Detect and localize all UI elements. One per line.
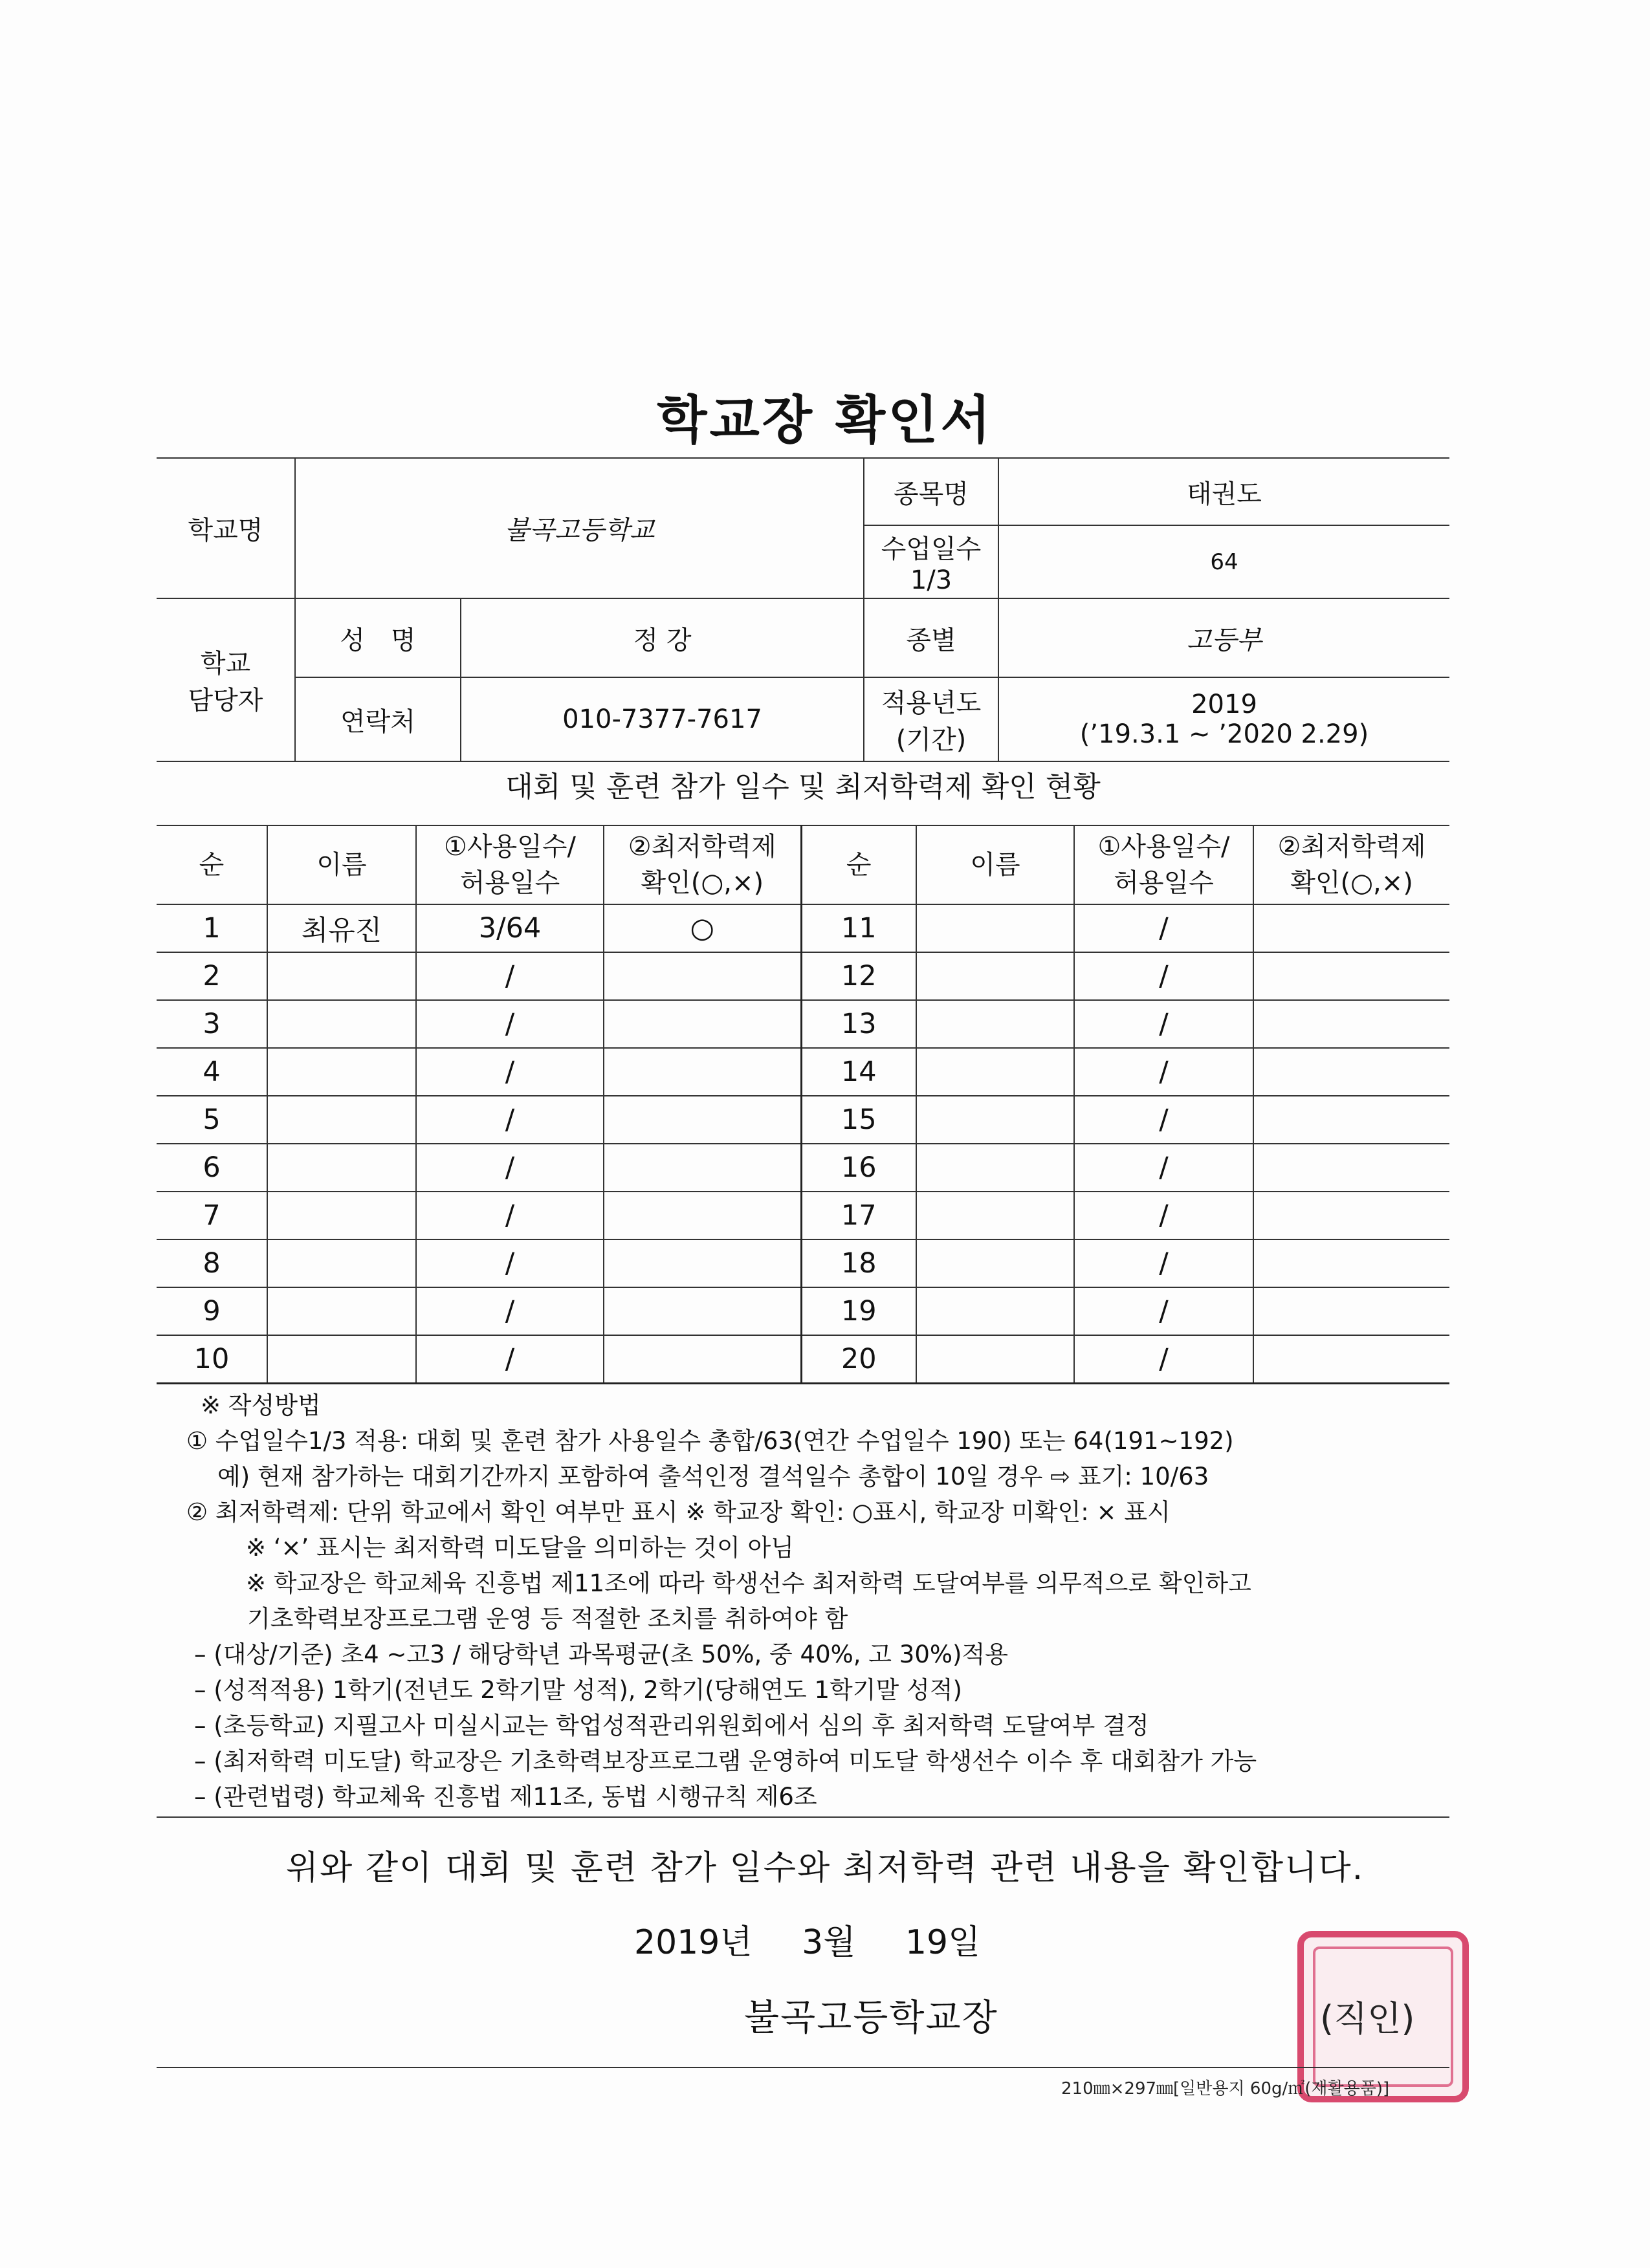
header-days: [416, 825, 604, 904]
apply-year-value-line1: 2019: [1191, 690, 1257, 719]
header-days-line1: ①사용일수/: [444, 832, 576, 862]
header-name: 이름: [267, 825, 416, 904]
table-row: [157, 1192, 1449, 1239]
row-no: 5: [157, 1096, 267, 1144]
apply-year-label: [864, 677, 998, 761]
row-check: ○: [604, 904, 801, 952]
row-check: [1253, 1096, 1449, 1144]
manager-label-line1: 학교: [200, 649, 251, 679]
confirmation-statement: 위와 같이 대회 및 훈련 참가 일수와 최저학력 관련 내용을 확인합니다.: [285, 1849, 1365, 1888]
instruction-line: ※ ‘×’ 표시는 최저학력 미도달을 의미하는 것이 아님: [246, 1534, 794, 1562]
row-no: 12: [801, 952, 916, 1000]
roster-table: [157, 825, 1449, 1384]
manager-label-line2: 담당자: [188, 686, 263, 715]
row-days: /: [1074, 952, 1253, 1000]
row-days: /: [1074, 1192, 1253, 1239]
instruction-line: ※ 학교장은 학교체육 진흥법 제11조에 따라 학생선수 최저학력 도달여부를 의무적으로 확인하고: [246, 1569, 1251, 1597]
row-name: [916, 1144, 1074, 1192]
instruction-line: 예) 현재 참가하는 대회기간까지 포함하여 출석인정 결석일수 총합이 10일 경우 ⇨ 표기: 10/63: [217, 1463, 1209, 1490]
row-name: [267, 952, 416, 1000]
header-days-line1: ①사용일수/: [1097, 832, 1230, 862]
date-year: 2019년: [634, 1923, 753, 1962]
sport-value: 태권도: [998, 458, 1449, 525]
instruction-line: ② 최저학력제: 단위 학교에서 확인 여부만 표시 ※ 학교장 확인: ○표시, 학교장 미확인: × 표시: [186, 1498, 1171, 1526]
row-name: [916, 1096, 1074, 1144]
row-name: [267, 1287, 416, 1335]
header-check-line2: 확인(○,×): [641, 868, 764, 898]
table-row: [157, 952, 1449, 1000]
row-days: /: [416, 952, 604, 1000]
row-no: 13: [801, 1000, 916, 1048]
row-no: 10: [157, 1335, 267, 1384]
contact-label: 연락처: [295, 677, 461, 761]
row-no: 2: [157, 952, 267, 1000]
row-name: [267, 1239, 416, 1287]
row-days: /: [1074, 1287, 1253, 1335]
table-row: [157, 1048, 1449, 1096]
row-no: 20: [801, 1335, 916, 1384]
instruction-line: – (최저학력 미도달) 학교장은 기초학력보장프로그램 운영하여 미도달 학생선수 이수 후 대회참가 가능: [194, 1747, 1257, 1775]
divider: [157, 1816, 1449, 1818]
row-name: [916, 1000, 1074, 1048]
row-no: 3: [157, 1000, 267, 1048]
row-days: /: [416, 1335, 604, 1384]
manager-label: [157, 598, 295, 761]
row-days: /: [1074, 1000, 1253, 1048]
row-days: /: [1074, 1335, 1253, 1384]
header-check-line2: 확인(○,×): [1290, 868, 1413, 898]
row-days: /: [416, 1287, 604, 1335]
row-no: 19: [801, 1287, 916, 1335]
row-no: 18: [801, 1239, 916, 1287]
seal-label: (직인): [1320, 1998, 1415, 2039]
row-check: [604, 1144, 801, 1192]
signer-name: 불곡고등학교장: [744, 1997, 998, 2039]
header-name: 이름: [916, 825, 1074, 904]
row-name: [267, 1144, 416, 1192]
roster-title: 대회 및 훈련 참가 일수 및 최저학력제 확인 현황: [505, 770, 1101, 803]
row-days: /: [1074, 1096, 1253, 1144]
instruction-line: – (초등학교) 지필고사 미실시교는 학업성적관리위원회에서 심의 후 최저학력 도달여부 결정: [194, 1712, 1149, 1739]
row-name: [916, 904, 1074, 952]
row-name: [916, 1335, 1074, 1384]
category-value: 고등부: [998, 598, 1449, 677]
instructions-heading: ※ 작성방법: [201, 1391, 321, 1419]
row-days: /: [416, 1000, 604, 1048]
apply-year-label-line2: (기간): [896, 725, 967, 755]
row-check: [1253, 1239, 1449, 1287]
row-name: [267, 1096, 416, 1144]
contact-value: 010-7377-7617: [461, 677, 864, 761]
row-no: 17: [801, 1192, 916, 1239]
row-check: [1253, 1000, 1449, 1048]
row-days: /: [1074, 904, 1253, 952]
row-days: /: [1074, 1239, 1253, 1287]
class-days-label-line2: 1/3: [910, 565, 952, 595]
header-days-line2: 허용일수: [1114, 868, 1214, 898]
school-info-table: [157, 457, 1449, 762]
header-no: 순: [157, 825, 267, 904]
row-check: [604, 1335, 801, 1384]
manager-name-label: 성 명: [295, 598, 461, 677]
row-name: [916, 1239, 1074, 1287]
header-no: 순: [801, 825, 916, 904]
row-no: 7: [157, 1192, 267, 1239]
row-no: 9: [157, 1287, 267, 1335]
header-check: [604, 825, 801, 904]
row-name: [267, 1000, 416, 1048]
instruction-line: ① 수업일수1/3 적용: 대회 및 훈련 참가 사용일수 총합/63(연간 수업일수 190) 또는 64(191~192): [186, 1427, 1234, 1455]
issue-date: [634, 1915, 1019, 1963]
header-check-line1: ②최저학력제: [1277, 832, 1426, 862]
row-days: /: [1074, 1048, 1253, 1096]
header-days: [1074, 825, 1253, 904]
table-row: [157, 1144, 1449, 1192]
row-name: [267, 1192, 416, 1239]
row-check: [604, 952, 801, 1000]
row-no: 6: [157, 1144, 267, 1192]
row-check: [1253, 1287, 1449, 1335]
date-month: 3월: [802, 1923, 856, 1962]
category-label: 종별: [864, 598, 998, 677]
manager-name-value: 정 강: [461, 598, 864, 677]
instructions: [186, 1388, 1462, 1815]
class-days-label: [864, 525, 998, 598]
table-row: [157, 1287, 1449, 1335]
table-row: [157, 1096, 1449, 1144]
row-no: 15: [801, 1096, 916, 1144]
header-days-line2: 허용일수: [459, 868, 560, 898]
row-name: [916, 952, 1074, 1000]
document-title: 학교장 확인서: [657, 390, 993, 450]
header-check: [1253, 825, 1449, 904]
row-check: [604, 1000, 801, 1048]
divider: [157, 2067, 1449, 2068]
instruction-line: – (대상/기준) 초4 ~고3 / 해당학년 과목평균(초 50%, 중 40%, 고 30%)적용: [194, 1641, 1008, 1668]
row-check: [1253, 1192, 1449, 1239]
row-days: /: [416, 1144, 604, 1192]
row-check: [604, 1048, 801, 1096]
row-check: [1253, 1048, 1449, 1096]
table-row: [157, 1239, 1449, 1287]
row-no: 16: [801, 1144, 916, 1192]
table-row: [157, 904, 1449, 952]
apply-year-value: [998, 677, 1449, 761]
apply-year-value-line2: (’19.3.1 ~ ’2020 2.29): [1079, 719, 1369, 749]
instruction-line: 기초학력보장프로그램 운영 등 적절한 조치를 취하여야 함: [247, 1605, 848, 1633]
table-row: [157, 1335, 1449, 1384]
row-no: 1: [157, 904, 267, 952]
row-check: [604, 1239, 801, 1287]
row-check: [1253, 1144, 1449, 1192]
row-check: [604, 1192, 801, 1239]
row-days: /: [1074, 1144, 1253, 1192]
row-name: [267, 1335, 416, 1384]
table-row: [157, 1000, 1449, 1048]
row-days: 3/64: [416, 904, 604, 952]
row-no: 4: [157, 1048, 267, 1096]
row-check: [1253, 1335, 1449, 1384]
school-name-label: 학교명: [157, 458, 295, 598]
date-day: 19일: [905, 1923, 981, 1962]
school-name-value: 불곡고등학교: [295, 458, 864, 598]
row-check: [1253, 904, 1449, 952]
row-days: /: [416, 1096, 604, 1144]
instruction-line: – (관련법령) 학교체육 진흥법 제11조, 동법 시행규칙 제6조: [194, 1783, 817, 1811]
row-name: [916, 1287, 1074, 1335]
row-name: 최유진: [267, 904, 416, 952]
row-name: [916, 1192, 1074, 1239]
paper-spec-note: 210㎜×297㎜[일반용지 60g/㎡(재활용품)]: [1061, 2079, 1390, 2099]
row-no: 11: [801, 904, 916, 952]
row-check: [1253, 952, 1449, 1000]
apply-year-label-line1: 적용년도: [881, 688, 982, 718]
class-days-label-line1: 수업일수: [881, 534, 982, 564]
row-name: [916, 1048, 1074, 1096]
row-days: /: [416, 1048, 604, 1096]
row-check: [604, 1096, 801, 1144]
instruction-line: – (성적적용) 1학기(전년도 2학기말 성적), 2학기(당해연도 1학기말 성적): [194, 1676, 962, 1704]
row-name: [267, 1048, 416, 1096]
row-days: /: [416, 1239, 604, 1287]
row-days: /: [416, 1192, 604, 1239]
header-check-line1: ②최저학력제: [628, 832, 776, 862]
row-check: [604, 1287, 801, 1335]
sport-label: 종목명: [864, 458, 998, 525]
class-days-value: 64: [998, 525, 1449, 598]
row-no: 14: [801, 1048, 916, 1096]
row-no: 8: [157, 1239, 267, 1287]
